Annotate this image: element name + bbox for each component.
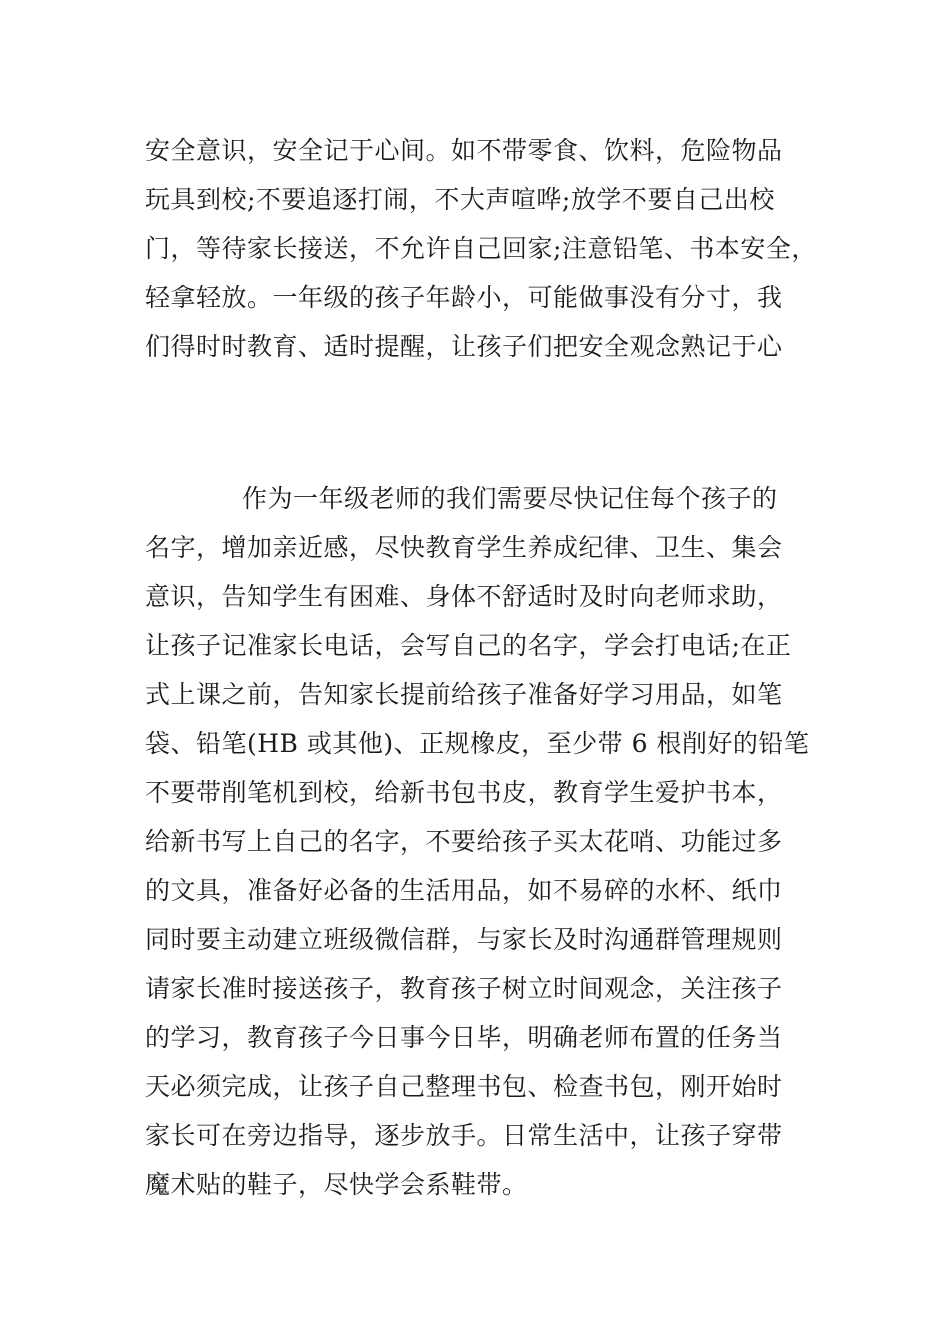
paragraph-safety	[145, 126, 845, 371]
text-line: 不要带削笔机到校，给新书包书皮，教育学生爱护书本，	[145, 778, 783, 807]
text-line: 式上课之前，告知家长提前给孩子准备好学习用品，如笔	[145, 680, 783, 709]
text-line: 给新书写上自己的名字，不要给孩子买太花哨、功能过多	[145, 827, 783, 856]
text-line: 门，等待家长接送，不允许自己回家;注意铅笔、书本安全，	[145, 234, 817, 263]
text-line: 们得时时教育、适时提醒，让孩子们把安全观念熟记于心	[145, 332, 783, 361]
text-line: 魔术贴的鞋子，尽快学会系鞋带。	[145, 1170, 528, 1199]
text-line: 天必须完成，让孩子自己整理书包、检查书包，刚开始时	[145, 1072, 783, 1101]
text-line: 轻拿轻放。一年级的孩子年龄小，可能做事没有分寸，我	[145, 283, 783, 312]
text-line: 家长可在旁边指导，逐步放手。日常生活中，让孩子穿带	[145, 1121, 783, 1150]
text-line: 请家长准时接送孩子，教育孩子树立时间观念，关注孩子	[145, 974, 783, 1003]
text-line: 同时要主动建立班级微信群，与家长及时沟通群管理规则	[145, 925, 783, 954]
paragraph-first-grade-teacher	[145, 474, 845, 1209]
text-line: 让孩子记准家长电话，会写自己的名字，学会打电话;在正	[145, 631, 792, 660]
text-line: 作为一年级老师的我们需要尽快记住每个孩子的	[242, 484, 778, 513]
text-line: 名字，增加亲近感，尽快教育学生养成纪律、卫生、集会	[145, 533, 783, 562]
text-line: 玩具到校;不要追逐打闹，不大声喧哗;放学不要自己出校	[145, 185, 775, 214]
text-line: 意识，告知学生有困难、身体不舒适时及时向老师求助，	[145, 582, 783, 611]
text-line: 的学习，教育孩子今日事今日毕，明确老师布置的任务当	[145, 1023, 783, 1052]
text-line: 安全意识，安全记于心间。如不带零食、饮料，危险物品	[145, 136, 783, 165]
text-line: 袋、铅笔(HB 或其他)、正规橡皮，至少带 6 根削好的铅笔	[145, 729, 810, 758]
text-line: 的文具，准备好必备的生活用品，如不易碎的水杯、纸巾	[145, 876, 783, 905]
